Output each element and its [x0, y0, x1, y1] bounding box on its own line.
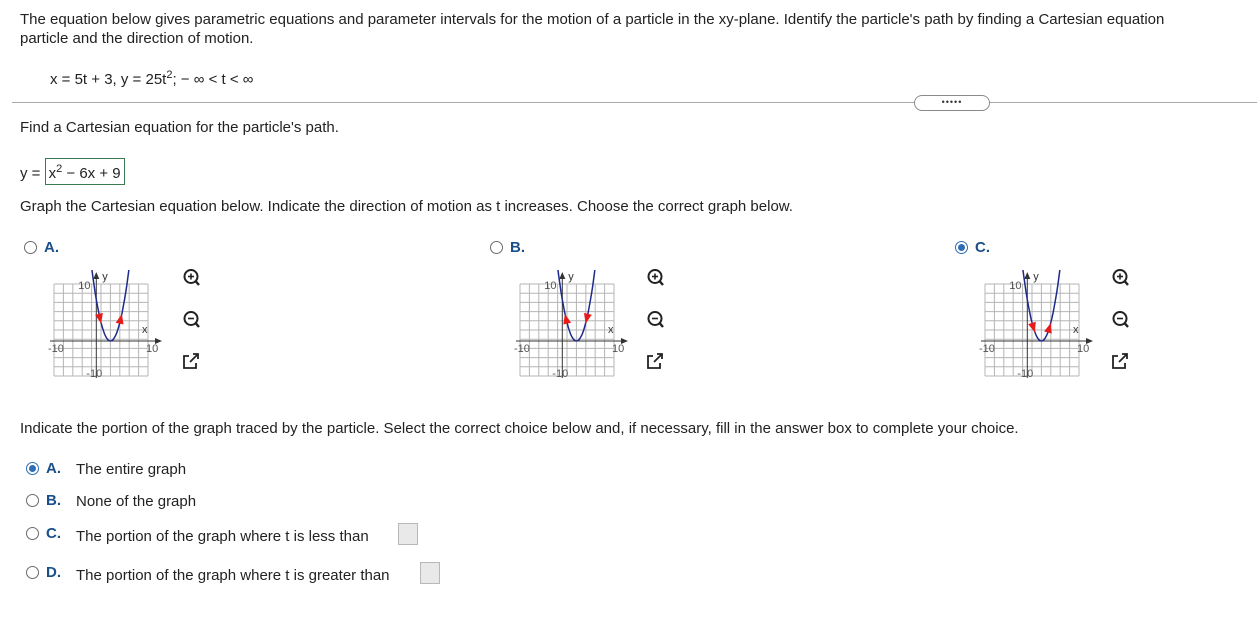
- choice-c-radio[interactable]: [26, 527, 39, 540]
- answer-prefix: y =: [20, 165, 45, 182]
- expand-icon[interactable]: [642, 351, 668, 373]
- graph-option-b-letter: B.: [510, 239, 525, 256]
- svg-text:10: 10: [1077, 343, 1090, 356]
- graph-option-c: [971, 270, 1113, 386]
- equation-suffix: ; − ∞ < t < ∞: [172, 71, 254, 88]
- svg-text:-10: -10: [1017, 368, 1034, 380]
- svg-text:y: y: [1033, 271, 1039, 283]
- question-prompt: [20, 10, 1164, 48]
- zoom-out-icon[interactable]: [1107, 309, 1133, 331]
- answer-rest: − 6x + 9: [62, 165, 121, 182]
- svg-text:10: 10: [544, 280, 557, 292]
- answer-exponent: 2: [56, 163, 63, 175]
- parametric-equation: [50, 69, 253, 88]
- svg-text:-10: -10: [552, 368, 569, 380]
- svg-text:-10: -10: [48, 343, 64, 356]
- choice-b-letter: B.: [46, 492, 61, 509]
- expand-icon[interactable]: [1107, 351, 1133, 373]
- cartesian-answer: [20, 158, 125, 185]
- equation-prefix: x = 5t + 3, y = 25t: [50, 71, 167, 88]
- graph-option-c-radio[interactable]: [955, 241, 968, 254]
- svg-text:y: y: [102, 271, 108, 283]
- part1-instruction: Find a Cartesian equation for the particle's path.: [20, 119, 339, 136]
- graph-plot: [506, 270, 648, 382]
- svg-text:10: 10: [78, 280, 91, 292]
- svg-text:-10: -10: [514, 343, 530, 356]
- svg-text:-10: -10: [979, 343, 995, 356]
- zoom-out-icon[interactable]: [178, 309, 204, 331]
- choice-a-radio[interactable]: [26, 462, 39, 475]
- section-divider: [12, 102, 1257, 103]
- graph-option-a-letter: A.: [44, 239, 59, 256]
- graph-plot: [40, 270, 182, 382]
- part3-instruction: Indicate the portion of the graph traced by the particle. Select the correct choice below and, if necessary, fill in the answer box to complete your choice.: [20, 420, 1019, 437]
- equation-exponent: 2: [166, 69, 173, 81]
- graph-option-b: [506, 270, 648, 386]
- zoom-in-icon[interactable]: [642, 267, 668, 289]
- svg-text:-10: -10: [86, 368, 103, 380]
- choice-c-label: The portion of the graph where t is less than: [76, 528, 369, 545]
- svg-text:10: 10: [1009, 280, 1022, 292]
- choice-a-letter: A.: [46, 460, 61, 477]
- choice-c-letter: C.: [46, 525, 61, 542]
- choice-d-radio[interactable]: [26, 566, 39, 579]
- t-less-than-input[interactable]: [398, 523, 418, 545]
- answer-box[interactable]: [45, 158, 125, 185]
- choice-d-letter: D.: [46, 564, 61, 581]
- svg-text:10: 10: [612, 343, 625, 356]
- svg-text:x: x: [608, 324, 614, 337]
- svg-text:x: x: [142, 324, 148, 337]
- choice-b-radio[interactable]: [26, 494, 39, 507]
- part2-instruction: Graph the Cartesian equation below. Indicate the direction of motion as t increases. Choose the correct graph below.: [20, 198, 793, 215]
- t-greater-than-input[interactable]: [420, 562, 440, 584]
- zoom-in-icon[interactable]: [1107, 267, 1133, 289]
- svg-text:x: x: [1073, 324, 1079, 337]
- graph-option-b-radio[interactable]: [490, 241, 503, 254]
- prompt-line-2: particle and the direction of motion.: [20, 30, 254, 47]
- graph-option-a-radio[interactable]: [24, 241, 37, 254]
- choice-a-label: The entire graph: [76, 461, 187, 478]
- prompt-line-1: The equation below gives parametric equations and parameter intervals for the motion of a particle in the xy-plane. Identify the particle's path by finding a Cartesian equation: [20, 11, 1165, 28]
- zoom-in-icon[interactable]: [178, 267, 204, 289]
- show-more-button[interactable]: •••••: [914, 95, 990, 111]
- choice-d-label: The portion of the graph where t is greater than: [76, 567, 390, 584]
- zoom-out-icon[interactable]: [642, 309, 668, 331]
- answer-x: x: [48, 165, 57, 182]
- expand-icon[interactable]: [178, 351, 204, 373]
- choice-b-label: None of the graph: [76, 493, 197, 510]
- svg-text:y: y: [568, 271, 574, 283]
- graph-plot: [971, 270, 1113, 382]
- svg-text:10: 10: [146, 343, 159, 356]
- graph-option-c-letter: C.: [975, 239, 990, 256]
- graph-option-a: [40, 270, 182, 386]
